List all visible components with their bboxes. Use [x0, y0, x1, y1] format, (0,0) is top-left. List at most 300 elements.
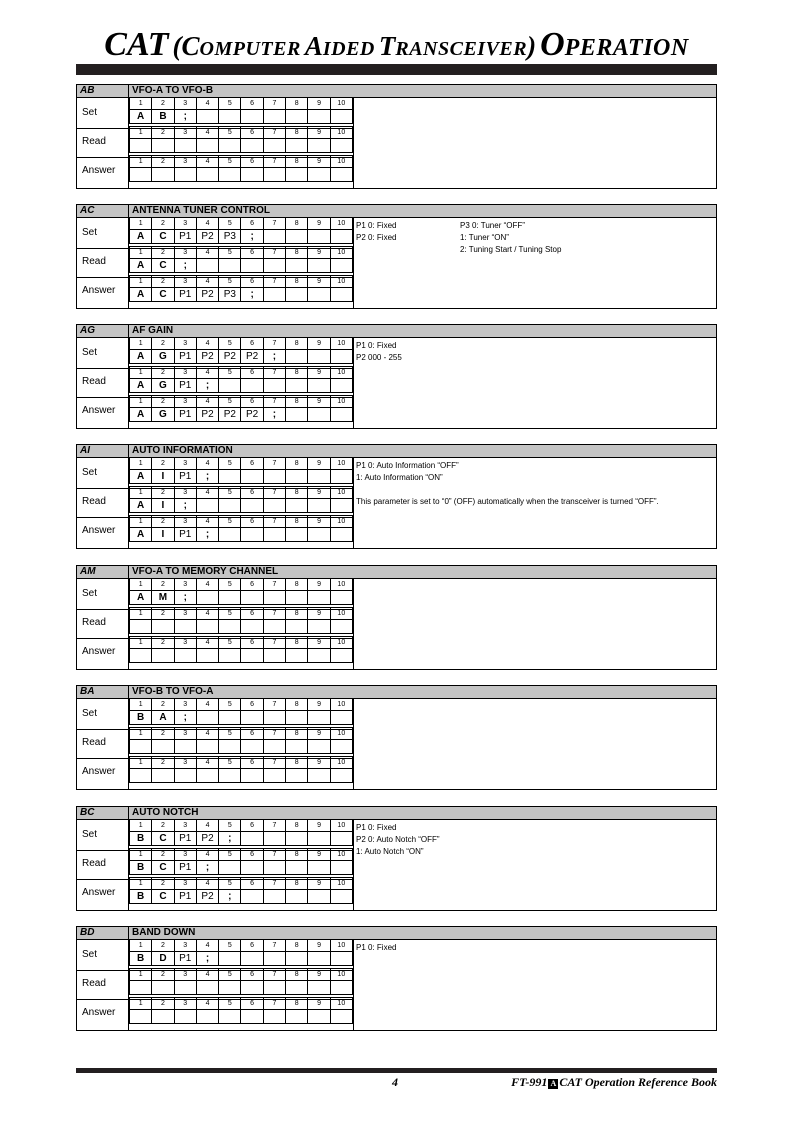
position-number: 3	[174, 757, 196, 769]
position-number: 2	[152, 608, 174, 620]
read-cell	[286, 379, 308, 393]
answer-cell: B	[130, 890, 152, 904]
read-cell	[219, 861, 241, 875]
position-number: 4	[196, 940, 218, 952]
position-number: 7	[263, 247, 285, 259]
set-cell	[219, 591, 241, 605]
answer-grid	[129, 515, 353, 542]
position-number: 7	[263, 637, 285, 649]
position-number: 2	[152, 98, 174, 110]
answer-cell	[196, 769, 218, 783]
set-cell: C	[152, 230, 174, 244]
position-number: 3	[174, 849, 196, 861]
read-cell: A	[130, 259, 152, 273]
position-number: 1	[130, 998, 152, 1010]
position-number: 5	[219, 728, 241, 740]
read-cell	[174, 620, 196, 634]
set-cell	[241, 591, 263, 605]
set-cell: G	[152, 350, 174, 364]
read-grid	[129, 486, 353, 513]
read-cell	[330, 139, 352, 153]
position-number: 6	[241, 338, 263, 350]
answer-cell	[308, 288, 330, 302]
set-cell	[308, 350, 330, 364]
answer-cell: P2	[241, 408, 263, 422]
position-number: 10	[330, 757, 352, 769]
set-cell	[286, 110, 308, 124]
read-cell	[286, 620, 308, 634]
position-number: 2	[152, 699, 174, 711]
answer-grid	[129, 155, 353, 182]
command-block-ba	[76, 685, 717, 790]
answer-grid	[129, 636, 353, 663]
position-number: 1	[130, 516, 152, 528]
position-number: 3	[174, 969, 196, 981]
set-cell: B	[130, 711, 152, 725]
read-cell	[196, 499, 218, 513]
position-number: 5	[219, 699, 241, 711]
read-cell	[152, 740, 174, 754]
answer-cell	[241, 528, 263, 542]
position-number: 5	[219, 878, 241, 890]
position-number: 2	[152, 247, 174, 259]
position-number: 7	[263, 276, 285, 288]
model-name: FT-991	[511, 1075, 548, 1089]
set-cell	[196, 711, 218, 725]
position-number: 10	[330, 487, 352, 499]
position-number: 7	[263, 969, 285, 981]
answer-cell	[286, 890, 308, 904]
command-name: VFO-B TO VFO-A	[132, 686, 214, 697]
parameter-description: P3 0: Tuner “OFF”	[460, 221, 525, 230]
set-cell	[330, 591, 352, 605]
column-divider	[353, 457, 354, 548]
set-cell	[241, 832, 263, 846]
answer-cell	[308, 408, 330, 422]
position-number: 9	[308, 218, 330, 230]
position-number: 3	[174, 247, 196, 259]
answer-cell: G	[152, 408, 174, 422]
position-number: 9	[308, 516, 330, 528]
read-grid	[129, 366, 353, 393]
command-code: BC	[80, 807, 95, 818]
set-cell	[241, 952, 263, 966]
position-number: 4	[196, 699, 218, 711]
read-grid	[129, 607, 353, 634]
read-cell	[330, 740, 352, 754]
answer-cell	[286, 1010, 308, 1024]
answer-cell	[330, 890, 352, 904]
read-cell	[241, 379, 263, 393]
read-cell	[219, 499, 241, 513]
answer-cell	[330, 769, 352, 783]
position-number: 7	[263, 849, 285, 861]
position-number: 6	[241, 516, 263, 528]
answer-cell	[241, 769, 263, 783]
position-number: 1	[130, 127, 152, 139]
position-number: 4	[196, 608, 218, 620]
row-label-read: Read	[82, 256, 106, 267]
set-cell: A	[152, 711, 174, 725]
position-number: 7	[263, 878, 285, 890]
footer-book-title	[511, 1075, 717, 1090]
position-number: 1	[130, 608, 152, 620]
set-cell	[241, 711, 263, 725]
position-number: 4	[196, 247, 218, 259]
answer-cell: C	[152, 288, 174, 302]
position-number: 5	[219, 516, 241, 528]
position-number: 8	[286, 156, 308, 168]
position-number: 9	[308, 338, 330, 350]
position-number: 1	[130, 487, 152, 499]
position-number: 6	[241, 699, 263, 711]
answer-cell	[330, 288, 352, 302]
position-number: 4	[196, 127, 218, 139]
position-number: 10	[330, 728, 352, 740]
read-cell: C	[152, 861, 174, 875]
position-number: 7	[263, 127, 285, 139]
position-number: 6	[241, 367, 263, 379]
position-number: 6	[241, 940, 263, 952]
position-number: 10	[330, 218, 352, 230]
position-number: 9	[308, 878, 330, 890]
answer-grid	[129, 997, 353, 1024]
position-number: 6	[241, 276, 263, 288]
position-number: 3	[174, 579, 196, 591]
answer-cell	[308, 528, 330, 542]
position-number: 5	[219, 156, 241, 168]
set-cell: ;	[241, 230, 263, 244]
set-cell: C	[152, 832, 174, 846]
position-number: 4	[196, 969, 218, 981]
set-cell	[263, 832, 285, 846]
set-cell	[308, 711, 330, 725]
position-number: 1	[130, 820, 152, 832]
position-number: 10	[330, 637, 352, 649]
position-number: 3	[174, 940, 196, 952]
answer-cell: P2	[219, 408, 241, 422]
position-number: 9	[308, 487, 330, 499]
read-cell	[219, 139, 241, 153]
position-number: 5	[219, 608, 241, 620]
read-cell: ;	[196, 379, 218, 393]
position-number: 10	[330, 156, 352, 168]
read-cell: B	[130, 861, 152, 875]
set-cell	[196, 110, 218, 124]
read-cell	[308, 499, 330, 513]
read-grid	[129, 126, 353, 153]
position-number: 8	[286, 127, 308, 139]
position-number: 7	[263, 940, 285, 952]
set-cell	[263, 952, 285, 966]
read-cell	[152, 620, 174, 634]
set-cell: B	[130, 952, 152, 966]
row-label-set: Set	[82, 347, 98, 358]
position-number: 3	[174, 98, 196, 110]
read-cell	[241, 981, 263, 995]
position-number: 9	[308, 849, 330, 861]
set-cell	[263, 110, 285, 124]
row-label-set: Set	[82, 588, 98, 599]
answer-cell	[219, 168, 241, 182]
row-label-set: Set	[82, 467, 98, 478]
answer-grid	[129, 877, 353, 904]
position-number: 5	[219, 940, 241, 952]
position-number: 9	[308, 820, 330, 832]
row-label-read: Read	[82, 136, 106, 147]
position-number: 1	[130, 367, 152, 379]
position-number: 10	[330, 396, 352, 408]
position-number: 1	[130, 849, 152, 861]
position-number: 10	[330, 276, 352, 288]
command-code: AG	[80, 325, 95, 336]
read-cell	[130, 620, 152, 634]
answer-cell	[330, 168, 352, 182]
column-divider	[353, 819, 354, 910]
parameter-description: P2 0: Fixed	[356, 233, 397, 242]
row-label-set: Set	[82, 227, 98, 238]
position-number: 3	[174, 637, 196, 649]
answer-cell	[241, 168, 263, 182]
position-number: 3	[174, 127, 196, 139]
position-number: 3	[174, 820, 196, 832]
position-number: 7	[263, 367, 285, 379]
read-cell	[152, 981, 174, 995]
command-block-bc	[76, 806, 717, 911]
read-cell	[330, 379, 352, 393]
set-cell	[308, 952, 330, 966]
command-name: AUTO INFORMATION	[132, 445, 233, 456]
position-number: 8	[286, 849, 308, 861]
page-number: 4	[392, 1075, 398, 1089]
page-title: CAT (COMPUTER AIDED TRANSCEIVER) OPERATION	[104, 26, 689, 63]
position-number: 10	[330, 579, 352, 591]
position-number: 7	[263, 728, 285, 740]
position-number: 1	[130, 699, 152, 711]
position-number: 7	[263, 998, 285, 1010]
position-number: 6	[241, 579, 263, 591]
read-cell	[152, 139, 174, 153]
read-cell: ;	[196, 861, 218, 875]
read-cell	[174, 981, 196, 995]
column-divider	[353, 939, 354, 1030]
answer-cell: ;	[263, 408, 285, 422]
column-divider	[353, 217, 354, 308]
set-grid	[129, 578, 353, 605]
row-label-answer: Answer	[82, 285, 116, 296]
read-cell	[286, 981, 308, 995]
set-cell	[219, 470, 241, 484]
set-cell	[286, 230, 308, 244]
position-number: 2	[152, 998, 174, 1010]
row-label-read: Read	[82, 617, 106, 628]
answer-cell	[263, 288, 285, 302]
read-grid	[129, 246, 353, 273]
set-cell	[308, 110, 330, 124]
set-grid	[129, 97, 353, 124]
answer-cell	[152, 168, 174, 182]
position-number: 5	[219, 396, 241, 408]
position-number: 2	[152, 156, 174, 168]
footer-bar	[76, 1068, 717, 1073]
position-number: 6	[241, 728, 263, 740]
position-number: 10	[330, 998, 352, 1010]
book-title: CAT Operation Reference Book	[559, 1075, 717, 1089]
row-label-read: Read	[82, 858, 106, 869]
read-cell	[196, 259, 218, 273]
answer-cell	[263, 769, 285, 783]
position-number: 2	[152, 637, 174, 649]
set-cell	[286, 832, 308, 846]
position-number: 2	[152, 757, 174, 769]
read-cell: ;	[174, 499, 196, 513]
read-cell	[174, 139, 196, 153]
set-cell: A	[130, 230, 152, 244]
position-number: 9	[308, 247, 330, 259]
position-number: 2	[152, 276, 174, 288]
row-label-set: Set	[82, 829, 98, 840]
column-divider	[353, 578, 354, 669]
read-cell	[196, 740, 218, 754]
position-number: 8	[286, 367, 308, 379]
position-number: 5	[219, 98, 241, 110]
read-cell	[241, 499, 263, 513]
position-number: 2	[152, 458, 174, 470]
answer-cell	[219, 528, 241, 542]
read-cell	[219, 259, 241, 273]
answer-cell	[308, 168, 330, 182]
answer-cell	[174, 168, 196, 182]
answer-cell: ;	[219, 890, 241, 904]
position-number: 8	[286, 699, 308, 711]
set-cell: A	[130, 591, 152, 605]
read-cell	[263, 379, 285, 393]
row-label-read: Read	[82, 978, 106, 989]
position-number: 7	[263, 579, 285, 591]
position-number: 10	[330, 98, 352, 110]
read-cell	[241, 620, 263, 634]
set-cell: ;	[263, 350, 285, 364]
column-divider	[353, 337, 354, 428]
position-number: 4	[196, 757, 218, 769]
read-cell: ;	[174, 259, 196, 273]
position-number: 9	[308, 728, 330, 740]
position-number: 8	[286, 218, 308, 230]
set-cell: M	[152, 591, 174, 605]
answer-cell	[219, 1010, 241, 1024]
read-cell	[286, 740, 308, 754]
answer-cell	[330, 528, 352, 542]
position-number: 7	[263, 487, 285, 499]
answer-cell: C	[152, 890, 174, 904]
position-number: 2	[152, 579, 174, 591]
position-number: 8	[286, 878, 308, 890]
position-number: 1	[130, 218, 152, 230]
read-cell: C	[152, 259, 174, 273]
position-number: 10	[330, 820, 352, 832]
read-grid	[129, 848, 353, 875]
set-cell	[330, 470, 352, 484]
position-number: 9	[308, 940, 330, 952]
position-number: 6	[241, 98, 263, 110]
position-number: 5	[219, 276, 241, 288]
row-label-read: Read	[82, 376, 106, 387]
position-number: 8	[286, 98, 308, 110]
parameter-description: P1 0: Auto Information “OFF”	[356, 461, 459, 470]
position-number: 6	[241, 218, 263, 230]
position-number: 2	[152, 849, 174, 861]
read-cell	[174, 740, 196, 754]
read-cell	[241, 861, 263, 875]
position-number: 8	[286, 487, 308, 499]
position-number: 9	[308, 969, 330, 981]
position-number: 10	[330, 940, 352, 952]
read-cell	[263, 620, 285, 634]
position-number: 3	[174, 998, 196, 1010]
row-label-read: Read	[82, 496, 106, 507]
position-number: 8	[286, 969, 308, 981]
answer-cell	[330, 649, 352, 663]
set-cell	[286, 350, 308, 364]
read-cell	[130, 139, 152, 153]
position-number: 1	[130, 338, 152, 350]
position-number: 1	[130, 276, 152, 288]
position-number: 10	[330, 247, 352, 259]
position-number: 8	[286, 458, 308, 470]
position-number: 5	[219, 218, 241, 230]
position-number: 8	[286, 728, 308, 740]
position-number: 7	[263, 757, 285, 769]
position-number: 3	[174, 878, 196, 890]
position-number: 3	[174, 487, 196, 499]
answer-grid	[129, 756, 353, 783]
row-label-answer: Answer	[82, 887, 116, 898]
read-cell	[130, 981, 152, 995]
answer-cell	[263, 528, 285, 542]
position-number: 4	[196, 156, 218, 168]
position-number: 4	[196, 878, 218, 890]
answer-cell: I	[152, 528, 174, 542]
position-number: 5	[219, 998, 241, 1010]
set-cell: ;	[174, 591, 196, 605]
position-number: 7	[263, 516, 285, 528]
set-cell	[286, 470, 308, 484]
set-grid	[129, 457, 353, 484]
position-number: 10	[330, 969, 352, 981]
position-number: 5	[219, 487, 241, 499]
answer-cell	[241, 1010, 263, 1024]
position-number: 9	[308, 458, 330, 470]
position-number: 4	[196, 849, 218, 861]
position-number: 3	[174, 218, 196, 230]
set-cell: ;	[174, 110, 196, 124]
position-number: 6	[241, 396, 263, 408]
position-number: 4	[196, 98, 218, 110]
set-grid	[129, 939, 353, 966]
position-number: 2	[152, 969, 174, 981]
answer-cell	[241, 649, 263, 663]
parameter-description: 2: Tuning Start / Tuning Stop	[460, 245, 562, 254]
position-number: 6	[241, 849, 263, 861]
set-cell: B	[152, 110, 174, 124]
position-number: 5	[219, 637, 241, 649]
position-number: 8	[286, 757, 308, 769]
title-bar	[76, 64, 717, 75]
command-name: BAND DOWN	[132, 927, 196, 938]
set-cell	[219, 711, 241, 725]
set-cell	[263, 711, 285, 725]
set-cell: P1	[174, 952, 196, 966]
